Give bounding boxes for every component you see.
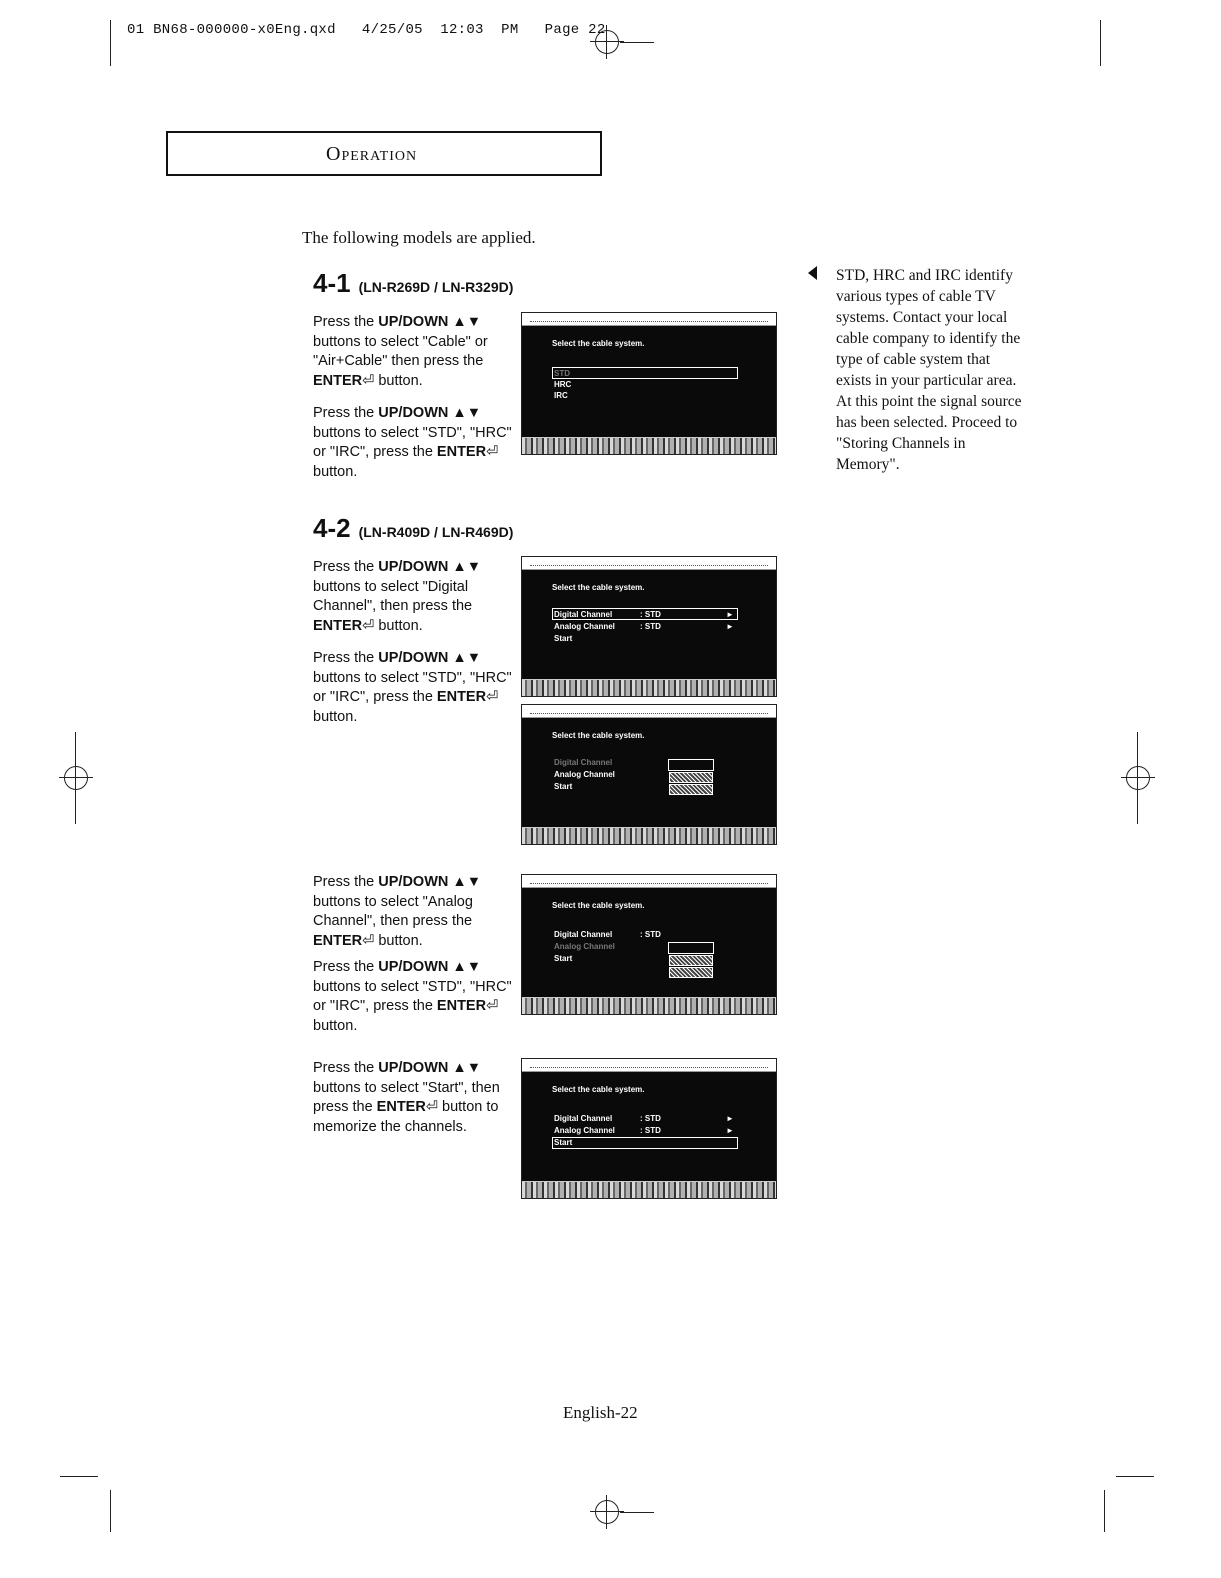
- menu-row-digital: Digital Channel : STD: [554, 930, 661, 939]
- registration-mark-icon: [595, 30, 619, 54]
- screen-help-bar: [522, 437, 776, 454]
- menu-row-start: Start: [554, 782, 573, 791]
- menu-row-start: Start: [554, 1138, 573, 1147]
- option-irc: IRC: [554, 391, 568, 400]
- page-number: English-22: [563, 1403, 638, 1422]
- screen-title: Select the cable system.: [552, 901, 645, 910]
- crop-mark: [1116, 1476, 1154, 1477]
- menu-row-digital: Digital Channel: [554, 758, 613, 767]
- option-std: STD: [554, 369, 570, 378]
- screen-help-bar: [522, 679, 776, 696]
- tv-screen-cable-system: [521, 312, 777, 455]
- screen-help-bar: [522, 827, 776, 844]
- option-irc: [669, 784, 713, 795]
- step-4-2-2: Press the UP/DOWN ▲▼ buttons to select "STD", "HRC" or "IRC", press the ENTER⏎ button.: [313, 650, 512, 725]
- crop-mark: [110, 1490, 111, 1532]
- enter-key-icon: ⏎: [362, 617, 375, 634]
- heading-number: 4-2: [313, 513, 351, 543]
- enter-key-icon: ⏎: [486, 444, 499, 460]
- left-triangle-icon: [808, 266, 817, 280]
- screen-help-bar: [522, 1181, 776, 1198]
- heading-models: (LN-R269D / LN-R329D): [358, 279, 514, 295]
- tv-screen-digital-selected: [521, 556, 777, 697]
- option-std-box: [668, 759, 714, 771]
- crop-mark: [1104, 1490, 1105, 1532]
- selection-highlight: [552, 367, 738, 379]
- menu-row-digital: Digital Channel : STD ►: [554, 1114, 734, 1123]
- registration-mark-icon: [64, 766, 88, 790]
- enter-key-icon: ⏎: [486, 689, 499, 705]
- screen-title: Select the cable system.: [552, 339, 645, 348]
- menu-row-analog: Analog Channel : STD ►: [554, 1126, 734, 1135]
- option-hrc: [669, 772, 713, 783]
- option-irc: [669, 967, 713, 978]
- step-4-2-1: Press the UP/DOWN ▲▼ buttons to select "Digital Channel", then press the ENTER⏎ button.: [313, 559, 482, 634]
- crop-mark: [110, 20, 111, 66]
- enter-key-icon: ⏎: [362, 932, 375, 949]
- crop-mark: [60, 1476, 98, 1477]
- option-std-box: [668, 942, 714, 954]
- crop-mark: [620, 42, 654, 43]
- crop-mark: [1100, 20, 1101, 66]
- step-4-2-4: Press the UP/DOWN ▲▼ buttons to select "STD", "HRC" or "IRC", press the ENTER⏎ button.: [313, 959, 512, 1034]
- registration-mark-icon: [595, 1500, 619, 1524]
- screen-title: Select the cable system.: [552, 1085, 645, 1094]
- crop-mark: [620, 1512, 654, 1513]
- side-note: STD, HRC and IRC identify various types of cable TV systems. Contact your local cable company to identify the type of cable system that exists in your particular area. At this point the signal source has been selected. Proceed to "Storing Channels in Memory".: [836, 267, 1022, 473]
- enter-key-icon: ⏎: [362, 372, 375, 389]
- selection-highlight: [552, 1137, 738, 1149]
- section-title: Operation: [326, 143, 418, 165]
- heading-number: 4-1: [313, 268, 351, 298]
- tv-screen-analog-options: [521, 874, 777, 1015]
- file-slug: 01 BN68-000000-x0Eng.qxd 4/25/05 12:03 PM Page 22: [127, 22, 606, 38]
- option-hrc: HRC: [554, 380, 572, 389]
- enter-key-icon: ⏎: [425, 1099, 438, 1115]
- menu-row-start: Start: [554, 954, 573, 963]
- registration-mark-icon: [1126, 766, 1150, 790]
- enter-key-icon: ⏎: [486, 998, 499, 1014]
- menu-row-analog: Analog Channel: [554, 770, 615, 779]
- screen-help-bar: [522, 997, 776, 1014]
- tv-screen-start-selected: [521, 1058, 777, 1199]
- step-4-1-2: Press the UP/DOWN ▲▼ buttons to select "STD", "HRC" or "IRC", press the ENTER⏎ button.: [313, 405, 512, 480]
- section-header-box: [166, 131, 602, 176]
- tv-screen-digital-options: [521, 704, 777, 845]
- heading-4-2: [313, 513, 513, 544]
- menu-row-digital: Digital Channel : STD ►: [554, 610, 734, 619]
- option-hrc: [669, 955, 713, 966]
- heading-4-1: [313, 268, 513, 299]
- screen-title: Select the cable system.: [552, 583, 645, 592]
- step-4-2-5: Press the UP/DOWN ▲▼ buttons to select "Start", then press the ENTER⏎ button to memorize the channels.: [313, 1060, 500, 1135]
- step-4-1-1: Press the UP/DOWN ▲▼ buttons to select "Cable" or "Air+Cable" then press the ENTER⏎ button.: [313, 314, 488, 389]
- menu-row-start: Start: [554, 634, 573, 643]
- screen-title: Select the cable system.: [552, 731, 645, 740]
- intro-text: The following models are applied.: [302, 228, 536, 247]
- menu-row-analog: Analog Channel: [554, 942, 615, 951]
- menu-row-analog: Analog Channel : STD ►: [554, 622, 734, 631]
- step-4-2-3: Press the UP/DOWN ▲▼ buttons to select "Analog Channel", then press the ENTER⏎ button.: [313, 874, 482, 949]
- heading-models: (LN-R409D / LN-R469D): [358, 524, 514, 540]
